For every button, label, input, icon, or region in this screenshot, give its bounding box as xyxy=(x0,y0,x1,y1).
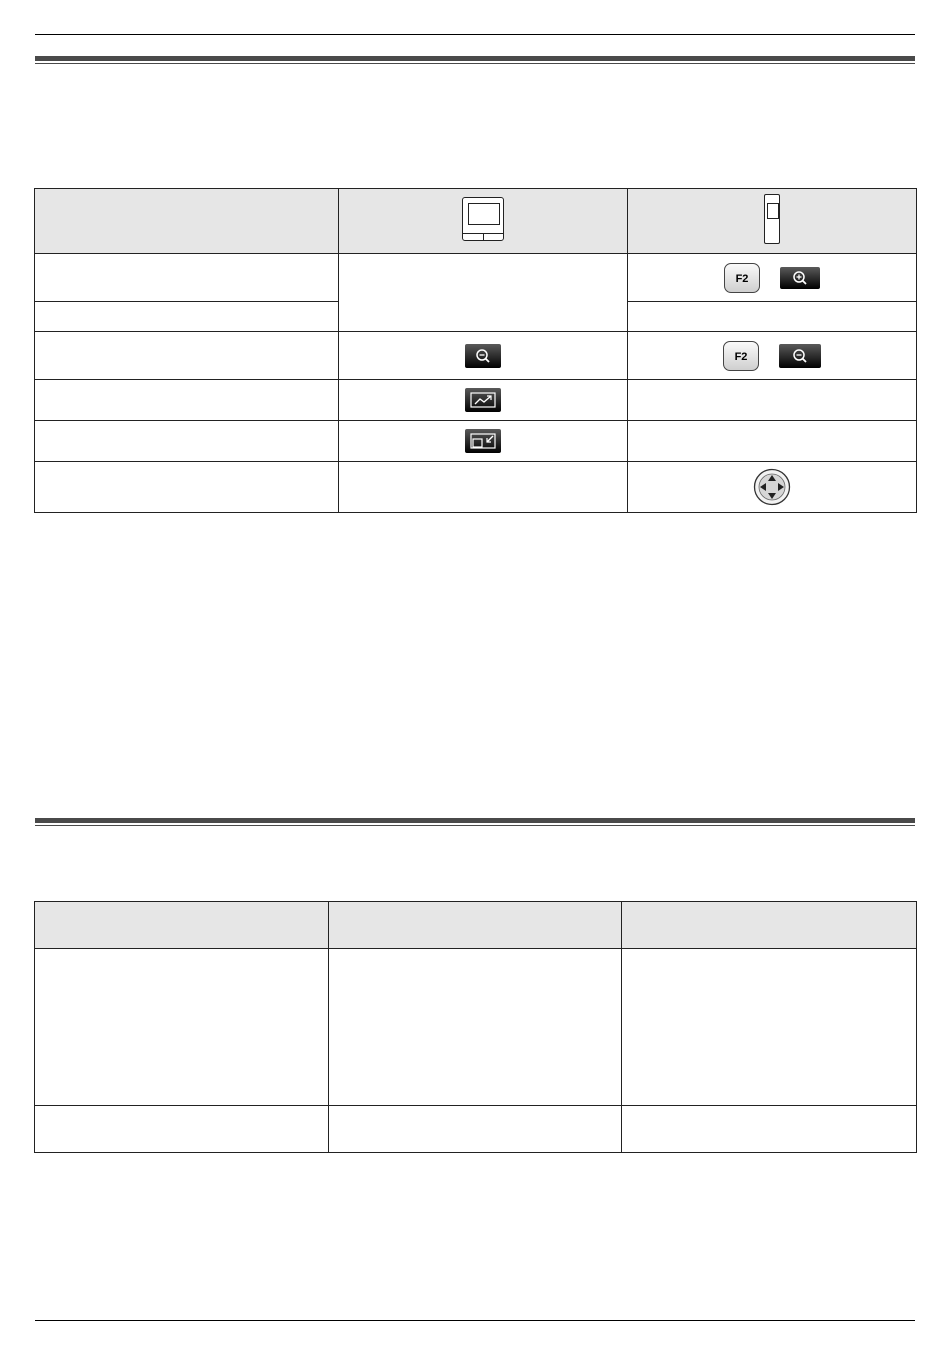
table-cell xyxy=(622,1106,917,1153)
table-cell xyxy=(628,332,917,380)
table-cell xyxy=(339,332,628,380)
top-rule xyxy=(35,34,915,35)
table-row xyxy=(35,1106,917,1153)
zoom-reset-icon xyxy=(465,429,501,453)
zoom-move-icon xyxy=(465,388,501,412)
section-2-heading-underline xyxy=(35,825,915,826)
table-cell xyxy=(35,332,339,380)
table-row xyxy=(35,421,917,462)
handset-icon xyxy=(764,194,780,244)
table-cell xyxy=(628,302,917,332)
table-cell xyxy=(339,380,628,421)
header-cell-handset xyxy=(628,189,917,254)
section-2-heading-bar xyxy=(35,818,915,823)
table-cell xyxy=(339,462,628,513)
table-cell xyxy=(329,949,622,1106)
bottom-rule xyxy=(35,1320,915,1321)
zoom-operations-table xyxy=(34,188,917,513)
f2-key-icon: F2 xyxy=(724,263,760,293)
table-header-row xyxy=(35,189,917,254)
zoom-out-icon xyxy=(779,344,821,368)
section-1-heading-underline xyxy=(35,63,915,64)
zoom-in-icon xyxy=(780,267,820,289)
table-cell xyxy=(35,949,329,1106)
table-cell xyxy=(35,254,339,302)
table-cell xyxy=(628,380,917,421)
header-cell xyxy=(329,902,622,949)
table-cell xyxy=(628,421,917,462)
table-row xyxy=(35,332,917,380)
table-cell xyxy=(628,462,917,513)
table-cell xyxy=(622,949,917,1106)
table-cell-merged xyxy=(339,254,628,332)
header-cell xyxy=(35,902,329,949)
main-monitor-icon xyxy=(462,197,504,241)
table-cell xyxy=(35,302,339,332)
table-cell xyxy=(35,380,339,421)
table-cell xyxy=(628,254,917,302)
table-header-row xyxy=(35,902,917,949)
header-cell xyxy=(622,902,917,949)
navigator-key-icon xyxy=(753,468,791,506)
table-row xyxy=(35,462,917,513)
table-cell xyxy=(35,462,339,513)
table-cell xyxy=(339,421,628,462)
table-cell xyxy=(329,1106,622,1153)
f2-key-icon: F2 xyxy=(723,341,759,371)
table-row xyxy=(35,380,917,421)
header-cell-main-monitor xyxy=(339,189,628,254)
table-cell xyxy=(35,1106,329,1153)
table-cell xyxy=(35,421,339,462)
section-1-heading-bar xyxy=(35,56,915,61)
second-table xyxy=(34,901,917,1153)
zoom-out-icon xyxy=(465,344,501,368)
table-row xyxy=(35,254,917,302)
table-row xyxy=(35,949,917,1106)
header-cell-operation xyxy=(35,189,339,254)
